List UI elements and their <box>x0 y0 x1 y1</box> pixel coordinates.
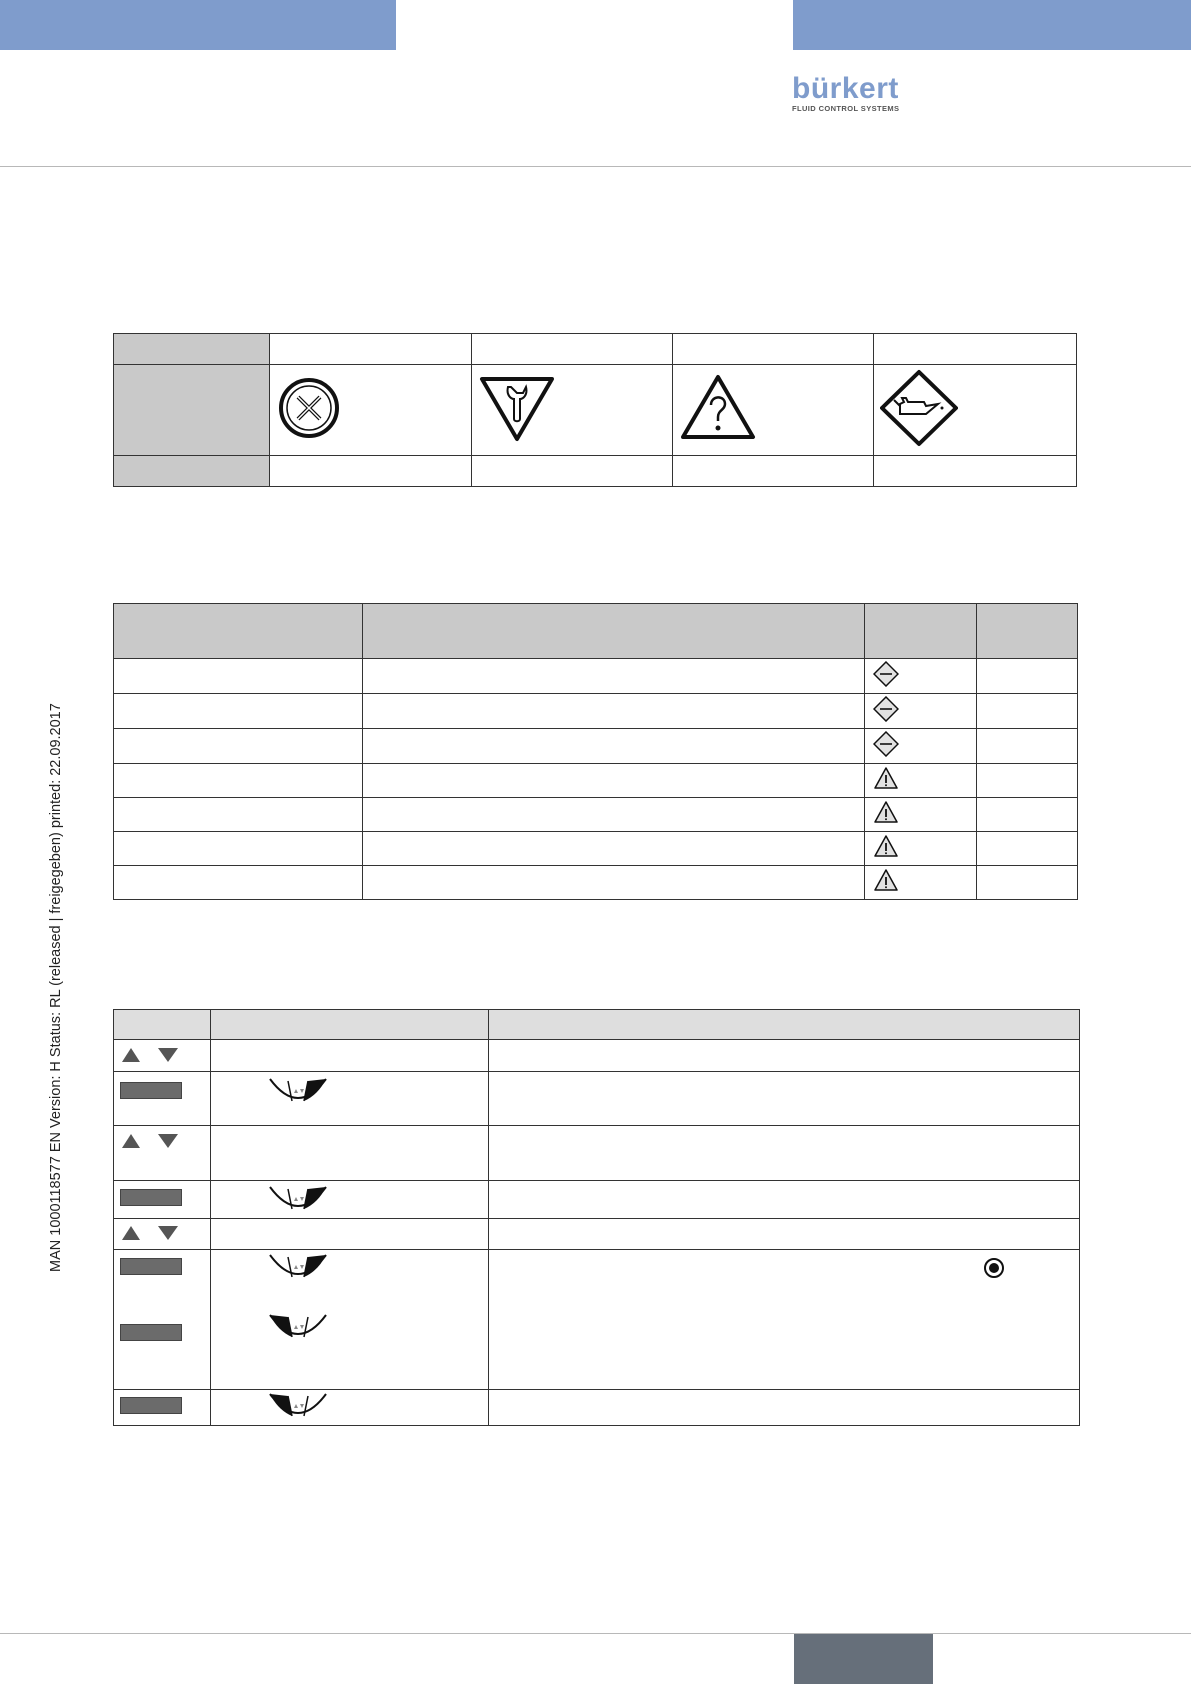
radio-selected-icon <box>983 1257 1005 1279</box>
messages-table <box>113 603 1078 900</box>
warning-triangle-icon <box>873 834 899 858</box>
function-button-icon <box>120 1397 182 1414</box>
table-row <box>114 1040 1080 1072</box>
brand-name: bürkert <box>792 72 899 105</box>
keypad-left-pressed-icon <box>268 1392 328 1420</box>
table-row <box>114 1072 1080 1126</box>
arrow-up-down-icon <box>120 1224 182 1242</box>
function-button-icon <box>120 1258 182 1275</box>
table-row <box>114 456 1077 487</box>
arrow-up-down-icon <box>120 1132 182 1150</box>
table-row <box>114 659 1078 694</box>
diamond-minus-icon <box>873 696 899 722</box>
keypad-right-pressed-icon <box>268 1185 328 1213</box>
diamond-minus-icon <box>873 661 899 687</box>
table-row <box>114 1181 1080 1219</box>
failure-circle-x-icon <box>278 377 340 439</box>
maintenance-required-oilcan-icon <box>880 368 958 448</box>
function-button-icon <box>120 1324 182 1341</box>
table-row <box>114 764 1078 798</box>
keypad-right-pressed-icon <box>268 1077 328 1105</box>
table-row <box>114 694 1078 729</box>
table-header-row <box>114 1010 1080 1040</box>
operating-steps-table <box>113 1009 1080 1426</box>
table-row <box>114 365 1077 456</box>
table-row <box>114 1390 1080 1426</box>
table-row <box>114 729 1078 764</box>
function-button-icon <box>120 1189 182 1206</box>
document-status-note: MAN 1000118577 EN Version: H Status: RL (released | freigegeben) printed: 22.09.2017 <box>48 703 64 1272</box>
function-button-icon <box>120 1082 182 1099</box>
header-band-left <box>0 0 396 50</box>
page-number-tab <box>794 1634 933 1684</box>
header-band-right <box>793 0 1191 50</box>
warning-triangle-icon <box>873 868 899 892</box>
warning-triangle-icon <box>873 766 899 790</box>
function-check-wrench-icon <box>478 373 556 443</box>
warning-triangle-icon <box>873 800 899 824</box>
table-row <box>114 334 1077 365</box>
footer-rule <box>0 1633 1191 1634</box>
table-row <box>114 798 1078 832</box>
header-rule <box>0 166 1191 167</box>
table-row <box>114 1250 1080 1390</box>
table-row <box>114 866 1078 900</box>
out-of-specification-question-icon <box>679 373 757 443</box>
arrow-up-down-icon <box>120 1046 182 1064</box>
table-row <box>114 1126 1080 1181</box>
diamond-minus-icon <box>873 731 899 757</box>
brand-tagline: FLUID CONTROL SYSTEMS <box>792 104 900 113</box>
keypad-left-pressed-icon <box>268 1313 328 1341</box>
table-header-row <box>114 604 1078 659</box>
keypad-right-pressed-icon <box>268 1253 328 1281</box>
brand-logo <box>792 74 932 113</box>
table-row <box>114 1219 1080 1250</box>
status-symbols-table <box>113 333 1077 487</box>
table-row <box>114 832 1078 866</box>
